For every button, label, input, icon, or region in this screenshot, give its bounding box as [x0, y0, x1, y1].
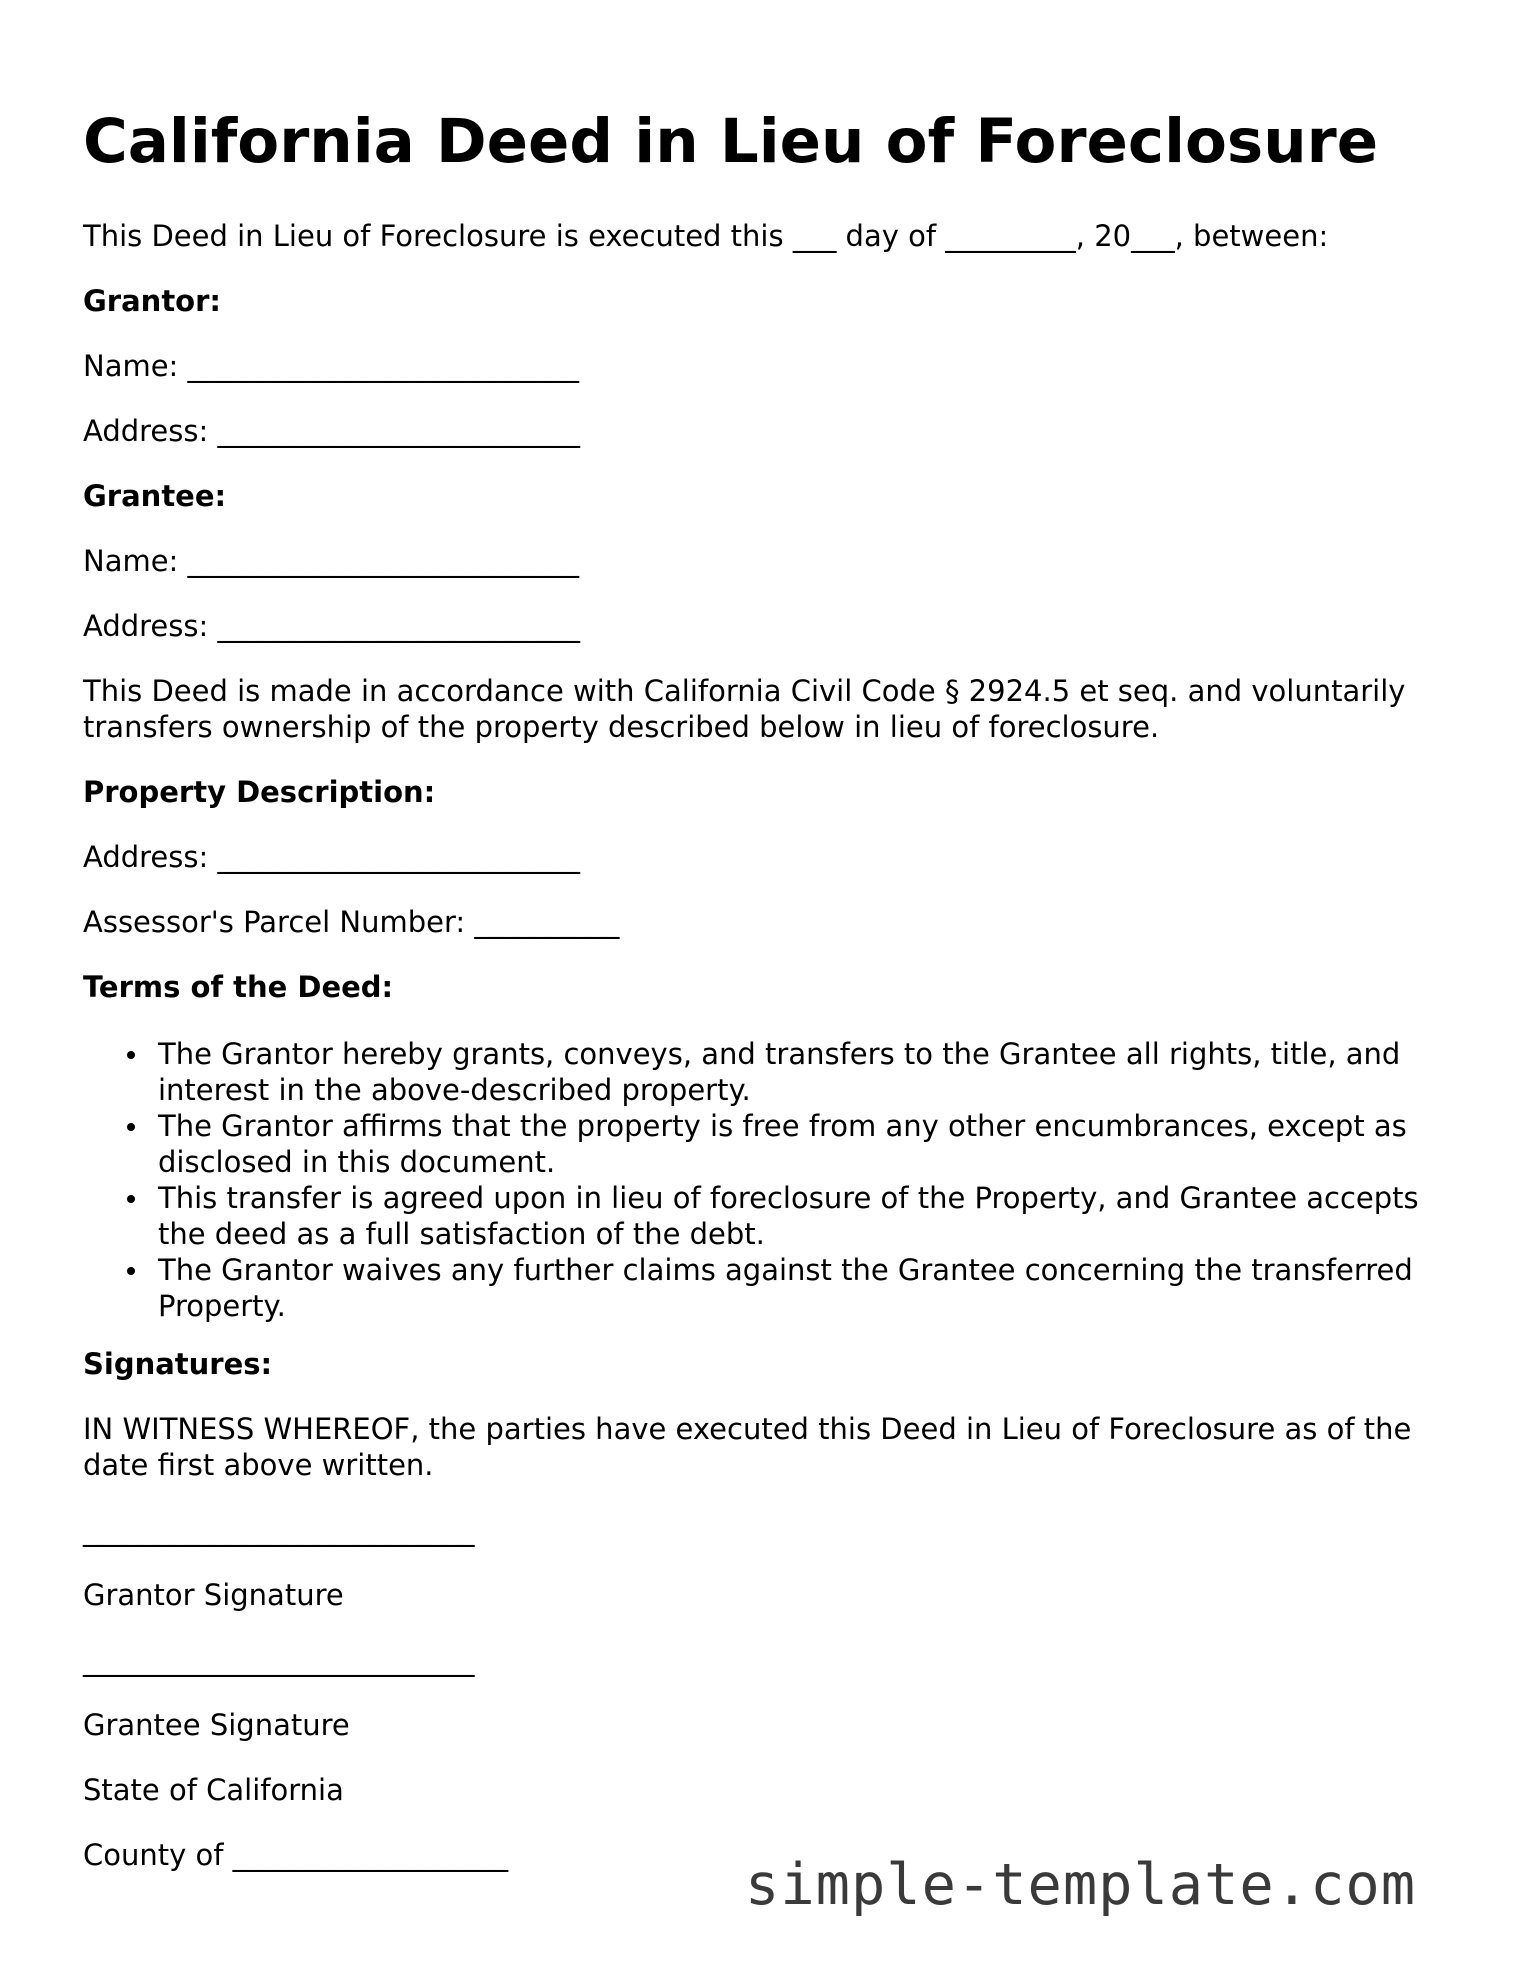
grantee-heading: Grantee:: [83, 479, 227, 513]
grantee-name-line: Name: ___________________________: [83, 544, 580, 578]
grantor-address-line: Address: _________________________: [83, 414, 580, 448]
term-text: The Grantor waives any further claims against the Grantee concerning the transferred Property.: [158, 1253, 1413, 1323]
list-item: [83, 1180, 1443, 1252]
grantee-signature-line: ___________________________: [83, 1643, 475, 1677]
county-line: County of ___________________: [83, 1838, 509, 1872]
parcel-number-line: Assessor's Parcel Number: __________: [83, 905, 620, 939]
state-line: State of California: [83, 1773, 344, 1807]
civil-code-statement: This Deed is made in accordance with California Civil Code § 2924.5 et seq. and voluntarily transfers ownership of the property described below in lieu of foreclosure.: [83, 674, 1406, 744]
signatures-heading: Signatures:: [83, 1347, 273, 1381]
grantor-heading: Grantor:: [83, 284, 222, 318]
grantee-address-line: Address: _________________________: [83, 609, 580, 643]
bullet-icon: [127, 1195, 135, 1203]
grantor-name-line: Name: ___________________________: [83, 349, 580, 383]
property-address-line: Address: _________________________: [83, 840, 580, 874]
grantor-signature-line: ___________________________: [83, 1513, 475, 1547]
grantee-signature-label: Grantee Signature: [83, 1708, 350, 1742]
term-text: This transfer is agreed upon in lieu of foreclosure of the Property, and Grantee accepts the deed as a full satisfaction of the debt.: [158, 1181, 1419, 1251]
list-item: [83, 1252, 1443, 1324]
terms-list: [83, 1036, 1443, 1324]
terms-heading: Terms of the Deed:: [83, 970, 394, 1004]
term-text: The Grantor affirms that the property is free from any other encumbrances, except as disclosed in this document.: [158, 1109, 1407, 1179]
intro-line: This Deed in Lieu of Foreclosure is executed this ___ day of _________, 20___, between:: [83, 219, 1329, 253]
document-title: California Deed in Lieu of Foreclosure: [83, 106, 1379, 177]
watermark: simple-template.com: [745, 1852, 1417, 1918]
bullet-icon: [127, 1051, 135, 1059]
bullet-icon: [127, 1267, 135, 1275]
witness-statement: IN WITNESS WHEREOF, the parties have executed this Deed in Lieu of Foreclosure as of the date first above written.: [83, 1412, 1412, 1482]
term-text: The Grantor hereby grants, conveys, and transfers to the Grantee all rights, title, and interest in the above-described property.: [158, 1037, 1401, 1107]
list-item: [83, 1108, 1443, 1180]
bullet-icon: [127, 1123, 135, 1131]
grantor-signature-label: Grantor Signature: [83, 1578, 344, 1612]
property-heading: Property Description:: [83, 775, 436, 809]
list-item: [83, 1036, 1443, 1108]
